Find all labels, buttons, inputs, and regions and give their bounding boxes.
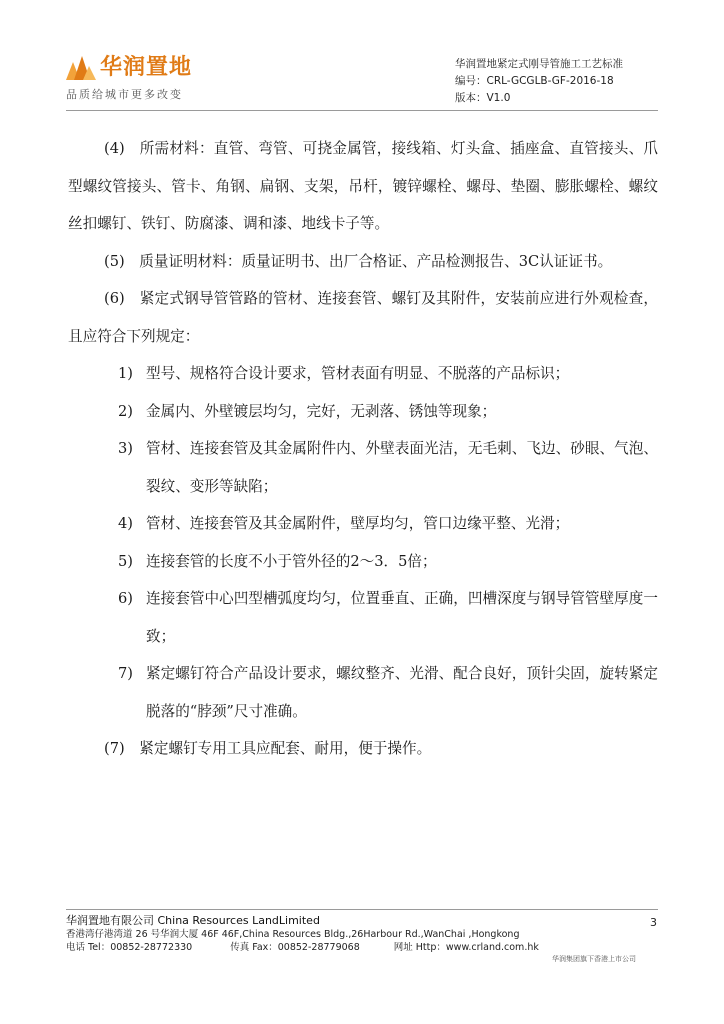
sub-item (68, 580, 658, 655)
item-text: 质量证明材料：质量证明书、出厂合格证、产品检测报告、3C认证证书。 (139, 252, 613, 270)
sub-item (68, 355, 658, 393)
document-title: 华润置地紧定式刚导管施工工艺标准 (455, 58, 623, 70)
footer-divider (66, 909, 658, 910)
paragraph (68, 280, 658, 355)
sub-item-text: 紧定螺钉符合产品设计要求，螺纹整齐、光滑、配合良好，顶针尖固，旋转紧定脱落的“脖颈”尺寸准确。 (146, 665, 658, 720)
sub-item-number: 5) (118, 552, 133, 570)
sub-item-number: 3) (118, 440, 133, 457)
item-text: 紧定式钢导管管路的管材、连接套管、螺钉及其附件，安装前应进行外观检查，且应符合下列规定： (68, 290, 658, 345)
sub-item-text: 管材、连接套管及其金属附件内、外壁表面光洁，无毛刺、飞边、砂眼、气泡、裂纹、变形等缺陷； (146, 440, 658, 495)
document-version: 版本：V1.0 (455, 92, 511, 104)
sub-item-number: 4) (118, 515, 133, 532)
sub-item (68, 430, 658, 505)
brand-logo (66, 54, 216, 104)
footer-fax: 传真 Fax：00852-28779068 (230, 942, 360, 953)
document-header-info (455, 56, 623, 107)
footer-company: 华润置地有限公司 China Resources LandLimited (66, 914, 320, 927)
footer-web: 网址 Http：www.crland.com.hk (393, 942, 539, 953)
item-text: 紧定螺钉专用工具应配套、耐用，便于操作。 (139, 740, 432, 757)
paragraph (68, 730, 658, 768)
item-number: (4) (104, 140, 125, 157)
sub-item-number: 1) (118, 365, 133, 382)
item-number: (5) (104, 252, 125, 270)
sub-item-number: 2) (118, 402, 133, 420)
sub-item-number: 7) (118, 665, 133, 682)
paragraph (68, 243, 658, 281)
sub-item (68, 543, 658, 581)
sub-item (68, 505, 658, 543)
item-text: 所需材料：直管、弯管、可挠金属管，接线箱、灯头盒、插座盒、直管接头、爪型螺纹管接头、管卡、角钢、扁钢、支架，吊杆，镀锌螺栓、螺母、垫圈、膨胀螺栓、螺纹丝扣螺钉、铁钉、防腐漆、调和漆、地线卡子等。 (68, 140, 658, 232)
paragraph (68, 130, 658, 243)
footer-contact (66, 941, 539, 954)
footer-tel: 电话 Tel：00852-28772330 (66, 942, 193, 953)
document-code: 编号：CRL-GCGLB-GF-2016-18 (455, 75, 614, 87)
brand-name: 华润置地 (100, 55, 193, 80)
sub-item (68, 393, 658, 431)
sub-item-number: 6) (118, 590, 133, 607)
brand-slogan: 品质给城市更多改变 (66, 88, 183, 101)
brand-mark-icon (66, 54, 96, 80)
footer (66, 913, 539, 954)
page-number: 3 (650, 916, 657, 929)
sub-item-text: 连接套管的长度不小于管外径的2～3．5倍； (146, 552, 437, 570)
header-divider (66, 110, 658, 111)
sub-item-text: 管材、连接套管及其金属附件，壁厚均匀，管口边缘平整、光滑； (146, 515, 570, 532)
sub-item-text: 型号、规格符合设计要求，管材表面有明显、不脱落的产品标识； (146, 365, 570, 382)
corner-note: 华润集团旗下香港上市公司 (552, 955, 636, 963)
footer-address: 香港湾仔港湾道 26 号华润大厦 46F 46F,China Resources Bldg.,26Harbour Rd.,WanChai ,Hongkong (66, 929, 520, 940)
sub-item (68, 655, 658, 730)
item-number: (6) (104, 290, 125, 307)
sub-item-text: 连接套管中心凹型槽弧度均匀，位置垂直、正确，凹槽深度与钢导管管壁厚度一致； (146, 590, 658, 645)
item-number: (7) (104, 740, 125, 757)
sub-item-text: 金属内、外壁镀层均匀，完好，无剥落、锈蚀等现象； (146, 402, 497, 420)
document-body (68, 130, 658, 768)
